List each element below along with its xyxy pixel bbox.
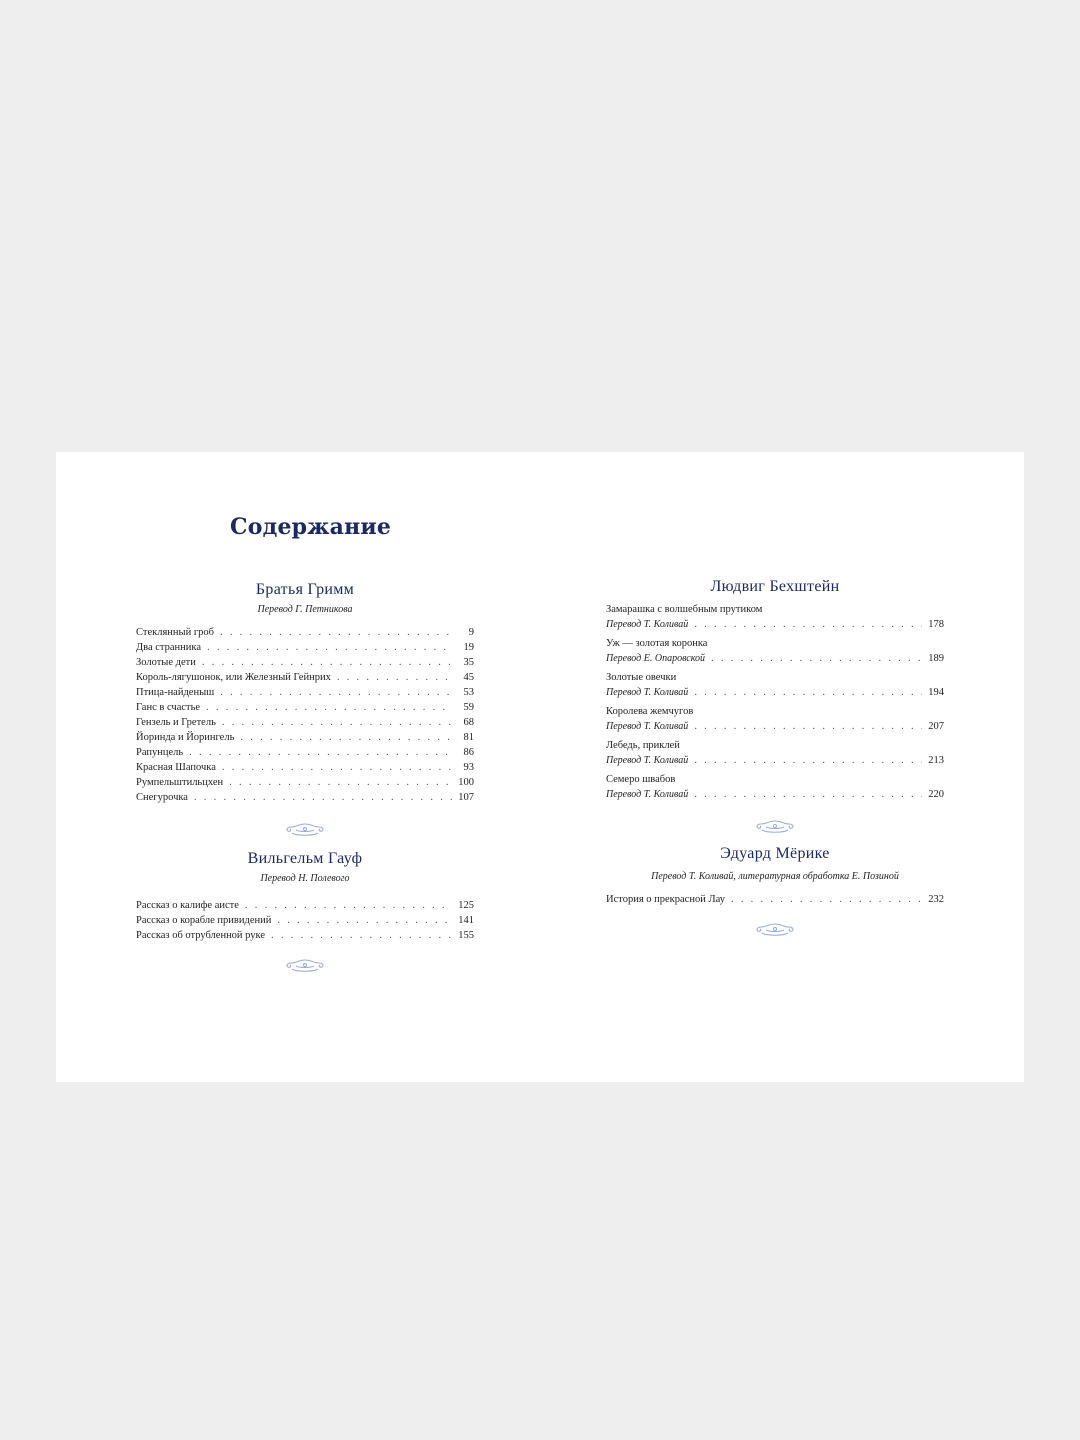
toc-page: 45 <box>463 672 474 683</box>
left-column <box>136 580 474 975</box>
toc-title: Йоринда и Йорингель <box>136 732 235 743</box>
toc-page: 141 <box>458 915 474 926</box>
toc-page: 194 <box>928 687 944 698</box>
toc-row[interactable] <box>136 760 474 775</box>
toc-title: Рассказ о корабле привидений <box>136 915 272 926</box>
dot-leader <box>229 775 452 790</box>
page-title: Содержание <box>230 514 392 540</box>
toc-list <box>136 625 474 805</box>
toc-entry[interactable] <box>606 637 944 666</box>
toc-entry[interactable] <box>606 773 944 802</box>
toc-row <box>606 719 944 734</box>
dot-leader <box>206 700 452 715</box>
toc-page: 100 <box>458 777 474 788</box>
toc-list <box>136 898 474 943</box>
toc-entry[interactable] <box>606 739 944 768</box>
toc-title: Уж — золотая коронка <box>606 638 708 649</box>
toc-page: 232 <box>928 894 944 905</box>
toc-title: Рассказ об отрубленной руке <box>136 930 266 941</box>
toc-row <box>606 617 944 632</box>
toc-page: 86 <box>463 747 474 758</box>
dot-leader <box>220 685 452 700</box>
author-heading: Братья Гримм <box>255 581 355 598</box>
scroll-ornament-icon <box>754 921 796 939</box>
toc-page: 35 <box>463 657 474 668</box>
dot-leader <box>222 715 452 730</box>
toc-entry[interactable] <box>606 603 944 632</box>
dot-leader <box>220 625 452 640</box>
author-heading: Людвиг Бехштейн <box>710 578 840 595</box>
translator-note: Перевод Т. Коливай <box>606 619 689 630</box>
translator-note: Перевод Т. Коливай <box>606 789 689 800</box>
toc-row <box>606 685 944 700</box>
toc-page: 220 <box>928 789 944 800</box>
translator-note: Перевод Е. Опаровской <box>606 653 706 664</box>
toc-page: 59 <box>463 702 474 713</box>
translator-note: Перевод Т. Коливай <box>606 755 689 766</box>
toc-title: Замарашка с волшебным прутиком <box>606 604 763 615</box>
toc-page: 53 <box>463 687 474 698</box>
toc-title: Красная Шапочка <box>136 762 216 773</box>
translator-note: Перевод Т. Коливай <box>606 721 689 732</box>
translator-note: Перевод Н. Полевого <box>260 873 350 884</box>
toc-row[interactable] <box>136 775 474 790</box>
scroll-ornament-icon <box>754 818 796 836</box>
toc-row[interactable] <box>136 898 474 913</box>
dot-leader <box>694 787 922 802</box>
toc-row[interactable] <box>136 715 474 730</box>
dot-leader <box>189 745 452 760</box>
toc-title: Рапунцель <box>136 747 184 758</box>
toc-title: Гензель и Гретель <box>136 717 216 728</box>
toc-title: Птица-найденыш <box>136 687 215 698</box>
toc-title: Румпельштильцхен <box>136 777 224 788</box>
toc-row[interactable] <box>136 928 474 943</box>
dot-leader <box>337 670 452 685</box>
toc-row[interactable] <box>606 892 944 907</box>
dot-leader <box>694 719 922 734</box>
toc-row[interactable] <box>136 640 474 655</box>
dot-leader <box>222 760 452 775</box>
toc-page: 213 <box>928 755 944 766</box>
toc-entry[interactable] <box>606 705 944 734</box>
dot-leader <box>245 898 452 913</box>
toc-entry[interactable] <box>606 671 944 700</box>
toc-row[interactable] <box>136 730 474 745</box>
toc-title: Семеро швабов <box>606 774 676 785</box>
toc-title: Ганс в счастье <box>136 702 201 713</box>
scroll-ornament-icon <box>284 821 326 839</box>
right-column <box>606 577 944 939</box>
toc-page: 155 <box>458 930 474 941</box>
toc-row[interactable] <box>136 700 474 715</box>
toc-row[interactable] <box>136 670 474 685</box>
dot-leader <box>202 655 452 670</box>
toc-title: История о прекрасной Лау <box>606 894 725 905</box>
toc-page: 107 <box>458 792 474 803</box>
toc-title: Снегурочка <box>136 792 188 803</box>
toc-title: Золотые дети <box>136 657 196 668</box>
toc-title: Лебедь, приклей <box>606 740 680 751</box>
dot-leader <box>240 730 452 745</box>
toc-page: 68 <box>463 717 474 728</box>
book-spread <box>56 452 1024 1082</box>
scroll-ornament-icon <box>284 957 326 975</box>
toc-row[interactable] <box>136 655 474 670</box>
dot-leader <box>731 892 922 907</box>
translator-note: Перевод Т. Коливай <box>606 687 689 698</box>
dot-leader <box>277 913 452 928</box>
dot-leader <box>694 753 922 768</box>
toc-page: 9 <box>468 627 474 638</box>
toc-title: Золотые овечки <box>606 672 677 683</box>
toc-title: Рассказ о калифе аисте <box>136 900 239 911</box>
dot-leader <box>207 640 452 655</box>
toc-title: Королева жемчугов <box>606 706 694 717</box>
translator-note: Перевод Г. Петникова <box>257 604 353 615</box>
toc-title: Два странника <box>136 642 202 653</box>
dot-leader <box>194 790 452 805</box>
dot-leader <box>271 928 452 943</box>
toc-row[interactable] <box>136 790 474 805</box>
toc-row[interactable] <box>136 685 474 700</box>
toc-page: 81 <box>463 732 474 743</box>
toc-page: 93 <box>463 762 474 773</box>
toc-page: 189 <box>928 653 944 664</box>
toc-row[interactable] <box>136 745 474 760</box>
toc-row[interactable] <box>136 625 474 640</box>
dot-leader <box>694 685 922 700</box>
toc-row <box>606 753 944 768</box>
toc-page: 125 <box>458 900 474 911</box>
dot-leader <box>694 617 922 632</box>
toc-title: Король-лягушонок, или Железный Гейнрих <box>136 672 331 683</box>
toc-title: Стеклянный гроб <box>136 627 214 638</box>
toc-row[interactable] <box>136 913 474 928</box>
toc-page: 207 <box>928 721 944 732</box>
author-heading: Вильгельм Гауф <box>247 850 363 867</box>
toc-row <box>606 787 944 802</box>
toc-row <box>606 651 944 666</box>
author-heading: Эдуард Мёрике <box>720 845 830 862</box>
toc-page: 19 <box>463 642 474 653</box>
dot-leader <box>711 651 922 666</box>
toc-page: 178 <box>928 619 944 630</box>
translator-note: Перевод Т. Коливай, литературная обработка Е. Позиной <box>651 871 899 882</box>
